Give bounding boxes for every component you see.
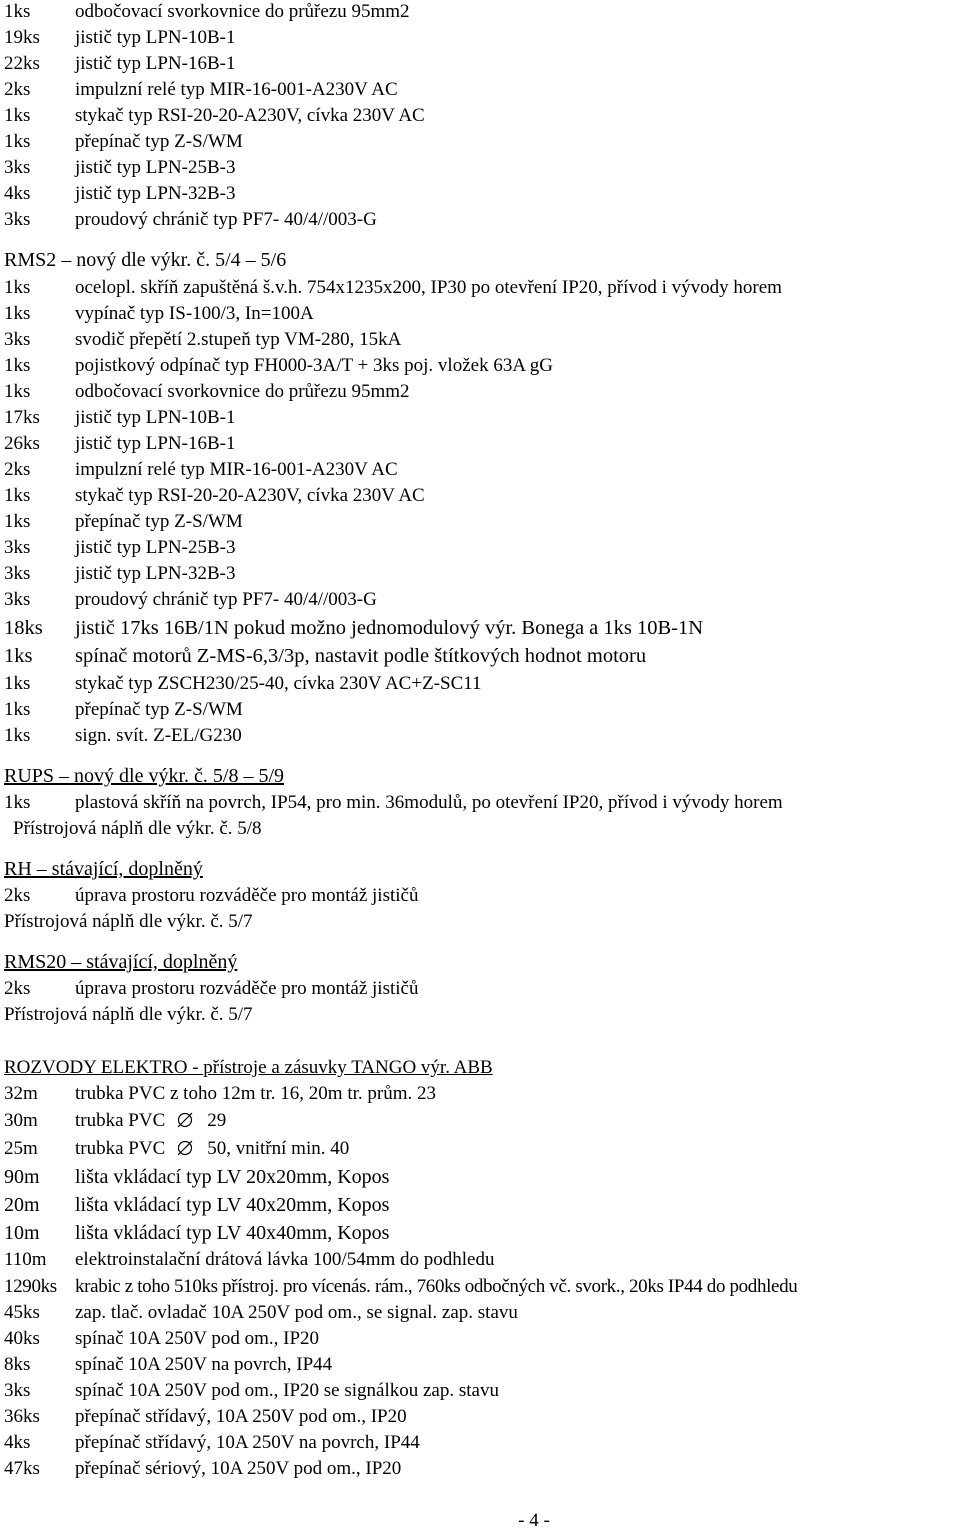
diameter-icon (177, 1140, 193, 1156)
section-heading-rh: RH – stávající, doplněný (4, 858, 203, 880)
page-number: - 4 - (518, 1510, 550, 1531)
diameter-icon (177, 1112, 193, 1128)
section-heading-rms2: RMS2 – nový dle výkr. č. 5/4 – 5/6 (4, 249, 287, 271)
section-heading-rms20: RMS20 – stávající, doplněný (4, 951, 238, 973)
section-note: Přístrojová náplň dle výkr. č. 5/8 (13, 818, 262, 839)
section-note: Přístrojová náplň dle výkr. č. 5/7 (4, 1004, 253, 1025)
section-heading-rozvody: ROZVODY ELEKTRO - přístroje a zásuvky TANGO výr. ABB (4, 1057, 493, 1078)
section-note: Přístrojová náplň dle výkr. č. 5/7 (4, 911, 253, 932)
section-heading-rups: RUPS – nový dle výkr. č. 5/8 – 5/9 (4, 765, 285, 787)
